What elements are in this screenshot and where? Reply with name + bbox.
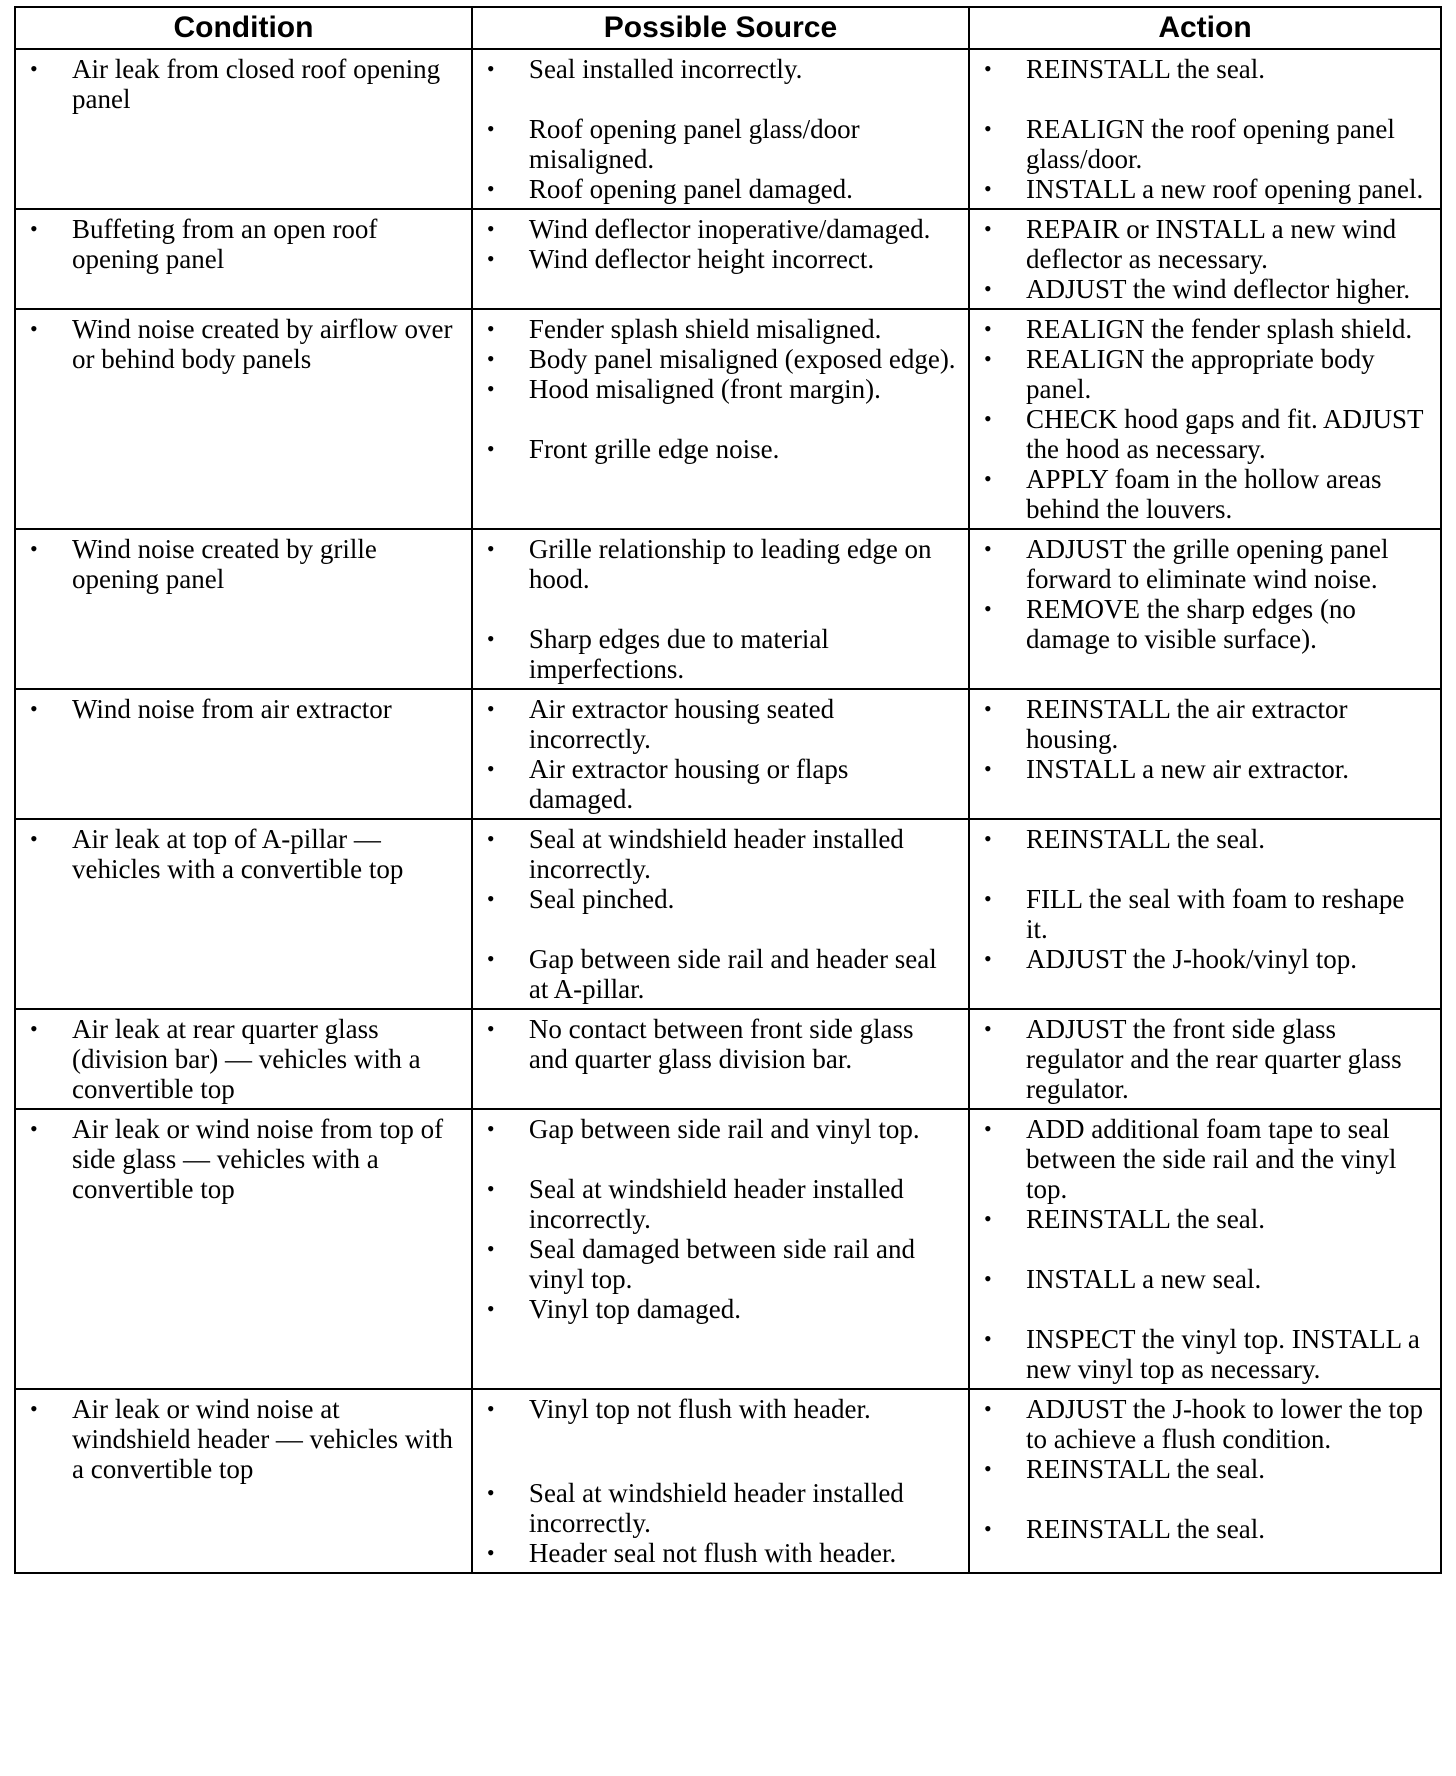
action-item xyxy=(980,1394,1430,1454)
source-item xyxy=(483,944,958,1004)
troubleshooting-table xyxy=(14,6,1442,1574)
source-item xyxy=(483,1114,958,1144)
source-item-text: Seal at windshield header installed incorrectly. xyxy=(528,1174,904,1234)
condition-item-text: Wind noise from air extractor xyxy=(72,694,392,724)
bullet-icon: • xyxy=(486,376,495,401)
bullet-icon: • xyxy=(984,946,992,971)
bullet-icon: • xyxy=(984,886,992,911)
source-item xyxy=(483,114,958,174)
action-item-text: ADJUST the J-hook to lower the top to achieve a flush condition. xyxy=(1026,1394,1423,1454)
action-item-text: INSTALL a new air extractor. xyxy=(1026,754,1349,784)
condition-cell xyxy=(15,1009,472,1109)
action-item-text: FILL the seal with foam to reshape it. xyxy=(1026,884,1405,944)
source-item-text: Hood misaligned (front margin). xyxy=(528,374,881,404)
bullet-icon: • xyxy=(486,246,495,271)
condition-item-text: Wind noise created by grille opening panel xyxy=(72,534,377,594)
condition-item xyxy=(26,314,461,374)
action-item xyxy=(980,1114,1430,1204)
action-item xyxy=(980,464,1430,524)
bullet-icon: • xyxy=(486,216,495,241)
bullet-icon: • xyxy=(486,1116,495,1141)
action-item-text: REINSTALL the seal. xyxy=(1026,1204,1266,1234)
bullet-icon: • xyxy=(486,1396,495,1421)
action-item-text: REPAIR or INSTALL a new wind deflector as necessary. xyxy=(1026,214,1397,274)
action-cell xyxy=(969,309,1441,529)
action-cell xyxy=(969,1109,1441,1389)
bullet-icon: • xyxy=(984,826,992,851)
condition-cell xyxy=(15,49,472,209)
action-item-text: INSPECT the vinyl top. INSTALL a new vinyl top as necessary. xyxy=(1026,1324,1420,1384)
action-item xyxy=(980,534,1430,594)
action-item xyxy=(980,404,1430,464)
bullet-icon: • xyxy=(30,56,38,81)
action-item-text: REINSTALL the seal. xyxy=(1026,54,1266,84)
condition-cell xyxy=(15,309,472,529)
source-cell xyxy=(472,309,969,529)
source-item xyxy=(483,1478,958,1538)
action-item-text: REINSTALL the seal. xyxy=(1026,824,1266,854)
bullet-icon: • xyxy=(30,1016,38,1041)
action-item-text: INSTALL a new roof opening panel. xyxy=(1026,174,1424,204)
bullet-icon: • xyxy=(984,1326,992,1351)
bullet-icon: • xyxy=(984,1116,992,1141)
bullet-icon: • xyxy=(486,1540,495,1565)
bullet-icon: • xyxy=(984,1456,992,1481)
condition-item-text: Air leak from closed roof opening panel xyxy=(72,54,441,114)
bullet-icon: • xyxy=(486,886,495,911)
action-item-text: APPLY foam in the hollow areas behind the louvers. xyxy=(1026,464,1382,524)
action-item xyxy=(980,114,1430,174)
action-cell xyxy=(969,1389,1441,1573)
table-row xyxy=(15,309,1441,529)
source-item-text: Air extractor housing seated incorrectly. xyxy=(528,694,835,754)
table-body xyxy=(15,49,1441,1573)
bullet-icon: • xyxy=(486,116,495,141)
source-item xyxy=(483,694,958,754)
source-item xyxy=(483,344,958,374)
condition-item xyxy=(26,534,461,594)
source-cell xyxy=(472,689,969,819)
action-item xyxy=(980,884,1430,944)
condition-cell xyxy=(15,819,472,1009)
bullet-icon: • xyxy=(486,826,495,851)
action-item-text: REALIGN the appropriate body panel. xyxy=(1026,344,1375,404)
condition-item-text: Buffeting from an open roof opening panel xyxy=(72,214,378,274)
bullet-icon: • xyxy=(984,1516,992,1541)
condition-item xyxy=(26,824,461,884)
action-item xyxy=(980,274,1430,304)
bullet-icon: • xyxy=(984,1266,992,1291)
source-cell xyxy=(472,209,969,309)
bullet-icon: • xyxy=(486,1236,495,1261)
action-item-text: REALIGN the fender splash shield. xyxy=(1026,314,1413,344)
action-item-text: REALIGN the roof opening panel glass/door. xyxy=(1026,114,1395,174)
action-item xyxy=(980,1324,1430,1384)
source-item xyxy=(483,624,958,684)
bullet-icon: • xyxy=(984,116,992,141)
action-cell xyxy=(969,49,1441,209)
header-action: Action xyxy=(969,7,1441,49)
bullet-icon: • xyxy=(486,626,495,651)
table-row xyxy=(15,819,1441,1009)
source-item xyxy=(483,374,958,404)
action-item-text: CHECK hood gaps and fit. ADJUST the hood as necessary. xyxy=(1026,404,1424,464)
source-item xyxy=(483,884,958,914)
bullet-icon: • xyxy=(984,536,992,561)
condition-item xyxy=(26,1014,461,1104)
source-item-text: Seal installed incorrectly. xyxy=(528,54,803,84)
bullet-icon: • xyxy=(30,826,38,851)
condition-item xyxy=(26,694,461,724)
action-item-text: ADJUST the front side glass regulator and the rear quarter glass regulator. xyxy=(1026,1014,1402,1104)
header-possible-source: Possible Source xyxy=(472,7,969,49)
action-item-text: ADJUST the J-hook/vinyl top. xyxy=(1026,944,1358,974)
source-item xyxy=(483,534,958,594)
condition-item xyxy=(26,54,461,114)
bullet-icon: • xyxy=(30,316,38,341)
action-item xyxy=(980,1454,1430,1484)
bullet-icon: • xyxy=(984,596,992,621)
bullet-icon: • xyxy=(30,536,38,561)
table-row xyxy=(15,1009,1441,1109)
source-item-text: Vinyl top not flush with header. xyxy=(528,1394,871,1424)
source-cell xyxy=(472,529,969,689)
action-item xyxy=(980,944,1430,974)
table-row xyxy=(15,49,1441,209)
source-cell xyxy=(472,1109,969,1389)
condition-item-text: Air leak at top of A-pillar — vehicles with a convertible top xyxy=(72,824,404,884)
source-item xyxy=(483,1394,958,1424)
action-cell xyxy=(969,209,1441,309)
source-cell xyxy=(472,1389,969,1573)
bullet-icon: • xyxy=(486,536,495,561)
action-item xyxy=(980,1514,1430,1544)
condition-cell xyxy=(15,1389,472,1573)
source-cell xyxy=(472,819,969,1009)
action-item xyxy=(980,754,1430,784)
source-item-text: Seal pinched. xyxy=(528,884,675,914)
condition-item xyxy=(26,1394,461,1484)
action-cell xyxy=(969,529,1441,689)
action-item xyxy=(980,174,1430,204)
bullet-icon: • xyxy=(984,1206,992,1231)
bullet-icon: • xyxy=(486,1480,495,1505)
source-item-text: Roof opening panel damaged. xyxy=(528,174,853,204)
source-cell xyxy=(472,1009,969,1109)
source-item xyxy=(483,1234,958,1294)
bullet-icon: • xyxy=(486,346,495,371)
source-item xyxy=(483,434,958,464)
condition-item-text: Air leak at rear quarter glass (division bar) — vehicles with a convertible top xyxy=(72,1014,421,1104)
action-item-text: ADJUST the wind deflector higher. xyxy=(1026,274,1411,304)
source-item xyxy=(483,314,958,344)
bullet-icon: • xyxy=(984,406,992,431)
table-row xyxy=(15,1109,1441,1389)
source-item-text: Seal at windshield header installed incorrectly. xyxy=(528,1478,904,1538)
action-item xyxy=(980,694,1430,754)
condition-cell xyxy=(15,529,472,689)
source-item-text: Roof opening panel glass/door misaligned. xyxy=(528,114,860,174)
action-item xyxy=(980,824,1430,854)
action-item-text: REINSTALL the seal. xyxy=(1026,1514,1266,1544)
bullet-icon: • xyxy=(984,466,992,491)
action-item-text: INSTALL a new seal. xyxy=(1026,1264,1262,1294)
source-cell xyxy=(472,49,969,209)
action-item xyxy=(980,214,1430,274)
bullet-icon: • xyxy=(486,696,495,721)
condition-item xyxy=(26,1114,461,1204)
bullet-icon: • xyxy=(984,216,992,241)
header-condition: Condition xyxy=(15,7,472,49)
bullet-icon: • xyxy=(984,696,992,721)
source-item xyxy=(483,754,958,814)
bullet-icon: • xyxy=(486,946,495,971)
table-row xyxy=(15,689,1441,819)
source-item-text: Seal damaged between side rail and vinyl top. xyxy=(528,1234,916,1294)
bullet-icon: • xyxy=(486,56,495,81)
source-item-text: Air extractor housing or flaps damaged. xyxy=(528,754,849,814)
bullet-icon: • xyxy=(486,176,495,201)
action-item-text: REINSTALL the air extractor housing. xyxy=(1026,694,1348,754)
bullet-icon: • xyxy=(486,316,495,341)
source-item-text: Grille relationship to leading edge on hood. xyxy=(528,534,932,594)
table-row xyxy=(15,529,1441,689)
bullet-icon: • xyxy=(30,696,38,721)
action-item-text: ADD additional foam tape to seal between the side rail and the vinyl top. xyxy=(1026,1114,1397,1204)
action-item xyxy=(980,1204,1430,1234)
source-item-text: Body panel misaligned (exposed edge). xyxy=(528,344,956,374)
source-item xyxy=(483,214,958,244)
source-item xyxy=(483,1538,958,1568)
bullet-icon: • xyxy=(984,756,992,781)
bullet-icon: • xyxy=(486,436,495,461)
bullet-icon: • xyxy=(486,1296,495,1321)
source-item-text: Seal at windshield header installed incorrectly. xyxy=(528,824,904,884)
source-item xyxy=(483,1294,958,1324)
bullet-icon: • xyxy=(984,56,992,81)
condition-cell xyxy=(15,209,472,309)
bullet-icon: • xyxy=(30,1396,38,1421)
source-item-text: Sharp edges due to material imperfections. xyxy=(528,624,829,684)
source-item xyxy=(483,54,958,84)
condition-item-text: Wind noise created by airflow over or behind body panels xyxy=(72,314,453,374)
action-item xyxy=(980,1264,1430,1294)
source-item xyxy=(483,244,958,274)
source-item-text: Gap between side rail and header seal at A-pillar. xyxy=(528,944,937,1004)
bullet-icon: • xyxy=(984,1396,992,1421)
bullet-icon: • xyxy=(486,756,495,781)
source-item xyxy=(483,1014,958,1074)
condition-item-text: Air leak or wind noise at windshield header — vehicles with a convertible top xyxy=(72,1394,453,1484)
condition-cell xyxy=(15,1109,472,1389)
bullet-icon: • xyxy=(30,1116,38,1141)
condition-cell xyxy=(15,689,472,819)
source-item-text: Fender splash shield misaligned. xyxy=(528,314,882,344)
source-item-text: Wind deflector inoperative/damaged. xyxy=(528,214,931,244)
condition-item xyxy=(26,214,461,274)
action-item-text: REINSTALL the seal. xyxy=(1026,1454,1266,1484)
table-row xyxy=(15,209,1441,309)
source-item xyxy=(483,174,958,204)
bullet-icon: • xyxy=(984,176,992,201)
action-item xyxy=(980,1014,1430,1104)
condition-item-text: Air leak or wind noise from top of side glass — vehicles with a convertible top xyxy=(72,1114,444,1204)
bullet-icon: • xyxy=(984,316,992,341)
action-item xyxy=(980,594,1430,654)
header-row xyxy=(15,7,1441,49)
action-item xyxy=(980,344,1430,404)
action-item-text: REMOVE the sharp edges (no damage to visible surface). xyxy=(1026,594,1356,654)
bullet-icon: • xyxy=(984,276,992,301)
action-item xyxy=(980,314,1430,344)
source-item xyxy=(483,824,958,884)
source-item xyxy=(483,1174,958,1234)
bullet-icon: • xyxy=(486,1176,495,1201)
action-cell xyxy=(969,819,1441,1009)
source-item-text: No contact between front side glass and quarter glass division bar. xyxy=(528,1014,914,1074)
bullet-icon: • xyxy=(30,216,38,241)
source-item-text: Header seal not flush with header. xyxy=(528,1538,897,1568)
source-item-text: Front grille edge noise. xyxy=(528,434,780,464)
table-row xyxy=(15,1389,1441,1573)
action-item xyxy=(980,54,1430,84)
bullet-icon: • xyxy=(486,1016,495,1041)
bullet-icon: • xyxy=(984,1016,992,1041)
action-item-text: ADJUST the grille opening panel forward to eliminate wind noise. xyxy=(1026,534,1389,594)
source-item-text: Gap between side rail and vinyl top. xyxy=(528,1114,920,1144)
bullet-icon: • xyxy=(984,346,992,371)
source-item-text: Vinyl top damaged. xyxy=(528,1294,742,1324)
action-cell xyxy=(969,689,1441,819)
source-item-text: Wind deflector height incorrect. xyxy=(528,244,875,274)
action-cell xyxy=(969,1009,1441,1109)
